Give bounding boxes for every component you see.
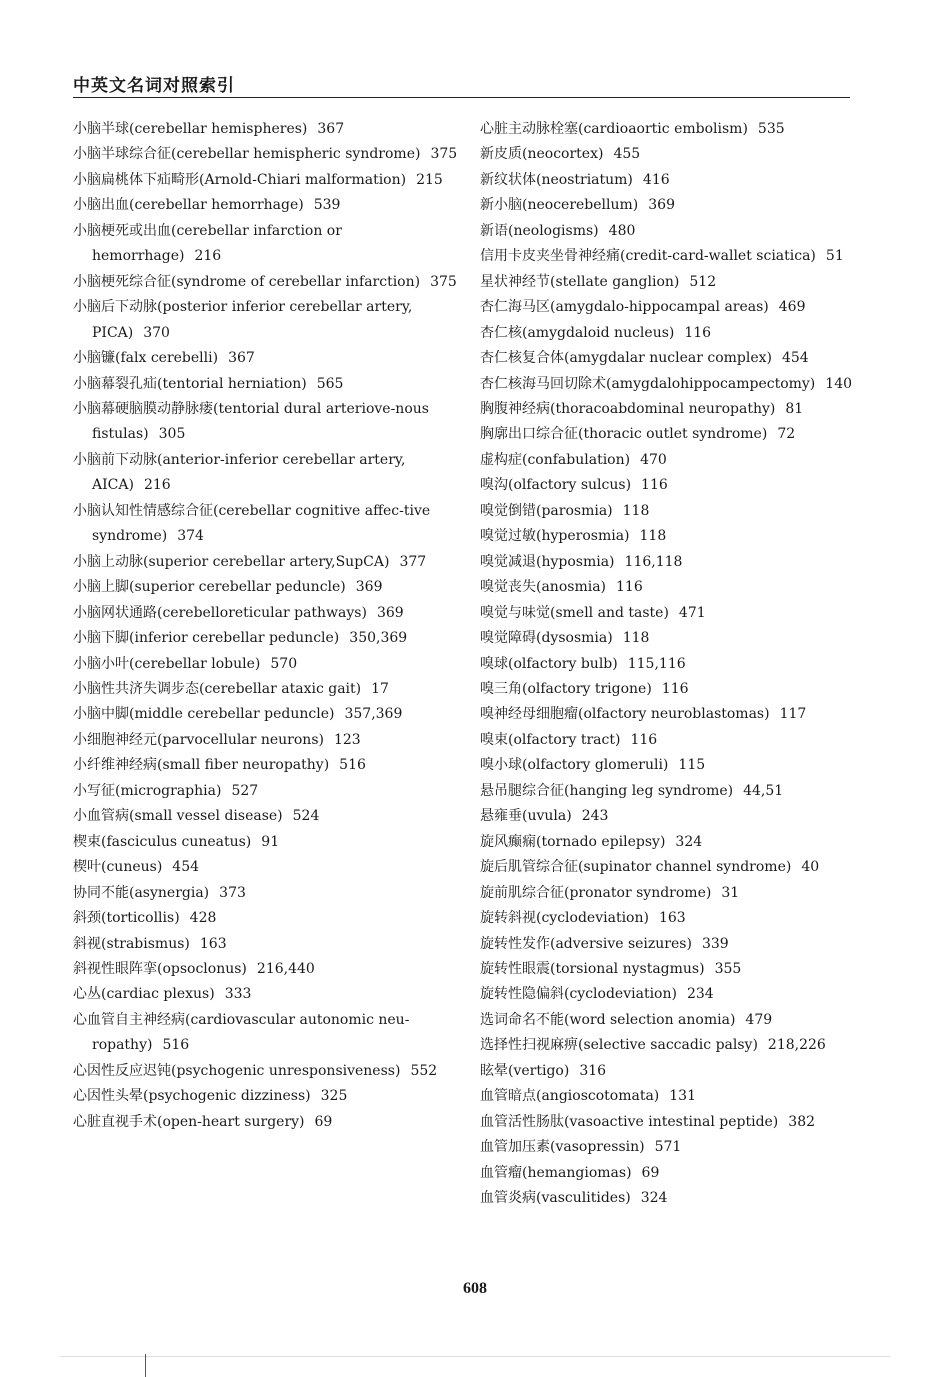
index-term: 旋转性眼震(torsional nystagmus) — [480, 960, 705, 977]
index-page-ref: 316 — [579, 1062, 607, 1079]
index-page-ref: 454 — [172, 859, 200, 876]
index-entry — [73, 779, 458, 804]
index-entry — [73, 346, 458, 371]
index-page-ref: 117 — [779, 706, 807, 723]
index-page-ref: 325 — [320, 1088, 348, 1105]
index-page-ref: 369 — [355, 579, 383, 596]
index-page-ref: 374 — [177, 528, 204, 545]
index-term: 旋转斜视(cyclodeviation) — [480, 910, 649, 927]
index-term: 旋转性发作(adversive seizures) — [480, 935, 692, 952]
index-page-ref: 118 — [639, 528, 667, 545]
index-entry — [73, 1110, 458, 1135]
index-entry — [480, 932, 855, 957]
index-entry — [73, 830, 458, 855]
index-term: 斜颈(torticollis) — [73, 910, 180, 927]
index-term: 小脑出血(cerebellar hemorrhage) — [73, 197, 304, 214]
index-page-ref: 369 — [648, 197, 675, 214]
index-page-ref: 479 — [745, 1011, 773, 1028]
index-entry — [480, 448, 855, 473]
index-page-ref: 243 — [581, 808, 609, 825]
index-entry — [73, 219, 458, 270]
index-entry — [73, 550, 458, 575]
index-entry — [73, 1084, 458, 1109]
index-entry — [480, 982, 855, 1007]
index-page-ref: 512 — [689, 273, 717, 290]
index-page-ref: 516 — [162, 1037, 190, 1054]
index-page-ref: 355 — [714, 960, 742, 977]
index-entry — [73, 295, 458, 346]
index-term: 杏仁海马区(amygdalo-hippocampal areas) — [480, 299, 769, 316]
index-entry — [480, 219, 855, 244]
index-entry — [480, 397, 855, 422]
index-entry — [480, 1033, 855, 1058]
index-page-ref: 115,116 — [627, 655, 686, 672]
index-entry — [480, 117, 855, 142]
index-entry — [73, 728, 458, 753]
index-term: 楔叶(cuneus) — [73, 859, 163, 876]
index-entry — [480, 1059, 855, 1084]
index-entry — [480, 830, 855, 855]
index-term: 小脑半球综合征(cerebellar hemispheric syndrome) — [73, 146, 421, 163]
index-entry — [480, 728, 855, 753]
index-term: 旋转性隐偏斜(cyclodeviation) — [480, 986, 677, 1003]
index-term: 旋风癫痫(tornado epilepsy) — [480, 833, 666, 850]
index-term: 小脑上动脉(superior cerebellar artery,SupCA) — [73, 553, 390, 570]
page-number: 608 — [463, 1280, 487, 1297]
index-page-ref: 571 — [654, 1139, 682, 1156]
index-term: 小脑认知性情感综合征(cerebellar cognitive affec-tive syndrome) — [73, 502, 431, 545]
index-entry — [480, 524, 855, 549]
index-page-ref: 116 — [616, 579, 643, 596]
index-entry — [480, 244, 855, 269]
index-term: 胸廓出口综合征(thoracic outlet syndrome) — [480, 426, 768, 443]
index-term: 小纤维神经病(small fiber neuropathy) — [73, 757, 330, 774]
index-term: 胸腹神经病(thoracoabdominal neuropathy) — [480, 400, 776, 417]
index-page-ref: 72 — [777, 426, 796, 443]
index-term: 斜视(strabismus) — [73, 935, 190, 952]
index-entry — [480, 142, 855, 167]
index-term: 眩晕(vertigo) — [480, 1062, 570, 1079]
index-entry — [73, 652, 458, 677]
index-term: 小脑梗死或出血(cerebellar infarction or hemorrhage) — [73, 222, 342, 265]
index-term: 虚构症(confabulation) — [480, 451, 631, 468]
index-entry — [73, 677, 458, 702]
index-column-right — [480, 117, 855, 1211]
index-page-ref: 31 — [721, 884, 740, 901]
index-term: 嗅球(olfactory bulb) — [480, 655, 618, 672]
index-term: 悬雍垂(uvula) — [480, 808, 572, 825]
index-term: 新小脑(neocerebellum) — [480, 197, 639, 214]
index-page-ref: 552 — [410, 1062, 438, 1079]
index-page-ref: 44,51 — [743, 782, 784, 799]
index-entry — [73, 881, 458, 906]
index-entry — [480, 473, 855, 498]
index-page-ref: 69 — [641, 1164, 660, 1181]
index-entry — [73, 575, 458, 600]
index-term: 嗅沟(olfactory sulcus) — [480, 477, 632, 494]
index-entry — [480, 779, 855, 804]
index-page-ref: 367 — [228, 350, 255, 367]
index-page-ref: 163 — [658, 910, 686, 927]
index-entry — [480, 168, 855, 193]
index-term: 嗅觉过敏(hyperosmia) — [480, 528, 630, 545]
index-entry — [73, 804, 458, 829]
index-term: 旋前肌综合征(pronator syndrome) — [480, 884, 712, 901]
index-term: 小脑梗死综合征(syndrome of cerebellar infarction) — [73, 273, 421, 290]
index-term: 小写征(micrographia) — [73, 782, 222, 799]
index-page-ref: 570 — [270, 655, 298, 672]
index-term: 血管暗点(angioscotomata) — [480, 1088, 660, 1105]
index-term: 星状神经节(stellate ganglion) — [480, 273, 680, 290]
index-term: 新语(neologisms) — [480, 222, 599, 239]
index-entry — [480, 1008, 855, 1033]
index-term: 小脑上脚(superior cerebellar peduncle) — [73, 579, 346, 596]
index-term: 选择性扫视麻痹(selective saccadic palsy) — [480, 1037, 758, 1054]
index-page-ref: 524 — [292, 808, 320, 825]
index-term: 嗅束(olfactory tract) — [480, 731, 621, 748]
index-page-ref: 535 — [757, 121, 785, 137]
index-entry — [480, 804, 855, 829]
index-entry — [73, 906, 458, 931]
index-page-ref: 51 — [825, 248, 844, 265]
index-term: 小脑镰(falx cerebelli) — [73, 350, 219, 367]
index-page-ref: 455 — [613, 146, 641, 163]
index-term: 协同不能(asynergia) — [73, 884, 210, 901]
index-entry — [73, 855, 458, 880]
index-page-ref: 324 — [675, 833, 703, 850]
index-page-ref: 471 — [678, 604, 706, 621]
index-page-ref: 375 — [430, 146, 458, 163]
index-entry — [73, 168, 458, 193]
index-entry — [480, 626, 855, 651]
index-term: 斜视性眼阵挛(opsoclonus) — [73, 960, 247, 977]
index-term: 旋后肌管综合征(supinator channel syndrome) — [480, 859, 792, 876]
index-page-ref: 216 — [143, 477, 171, 494]
index-term: 小脑幕硬脑膜动静脉瘘(tentorial dural arteriove-nous fistulas) — [73, 400, 429, 443]
index-entry — [73, 957, 458, 982]
index-entry — [480, 346, 855, 371]
index-page-ref: 116 — [684, 324, 712, 341]
index-page-ref: 469 — [778, 299, 806, 316]
index-page-ref: 216,440 — [256, 960, 315, 977]
index-term: 心丛(cardiac plexus) — [73, 986, 215, 1003]
index-term: 心血管自主神经病(cardiovascular autonomic neu-ropathy) — [73, 1011, 410, 1054]
index-term: 新纹状体(neostriatum) — [480, 171, 633, 188]
index-page-ref: 377 — [399, 553, 427, 570]
index-entry — [73, 1059, 458, 1084]
index-entry — [480, 422, 855, 447]
index-entry — [480, 1161, 855, 1186]
index-page-ref: 118 — [622, 502, 650, 519]
index-term: 信用卡皮夹坐骨神经痛(credit-card-wallet sciatica) — [480, 248, 816, 265]
index-entry — [73, 601, 458, 626]
index-entry — [480, 957, 855, 982]
index-column-left — [73, 117, 458, 1135]
index-page-ref: 470 — [640, 451, 667, 468]
index-term: 杏仁核(amygdaloid nucleus) — [480, 324, 675, 341]
index-page-ref: 369 — [376, 604, 404, 621]
index-page-ref: 539 — [313, 197, 341, 214]
running-header — [73, 71, 850, 98]
index-page-ref: 140 — [825, 375, 853, 392]
index-entry — [73, 932, 458, 957]
index-term: 血管活性肠肽(vasoactive intestinal peptide) — [480, 1113, 779, 1130]
index-term: 血管炎病(vasculitides) — [480, 1190, 631, 1207]
index-page-ref: 454 — [781, 350, 809, 367]
index-page-ref: 116 — [641, 477, 668, 494]
index-page-ref: 370 — [143, 324, 170, 341]
index-entry — [73, 753, 458, 778]
index-term: 小脑扁桃体下疝畸形(Arnold-Chiari malformation) — [73, 171, 407, 188]
index-term: 心脏直视手术(open-heart surgery) — [73, 1113, 305, 1130]
index-term: 小脑性共济失调步态(cerebellar ataxic gait) — [73, 680, 362, 697]
index-term: 心因性反应迟钝(psychogenic unresponsiveness) — [73, 1062, 401, 1079]
index-entry — [480, 575, 855, 600]
index-page-ref: 116 — [630, 731, 658, 748]
index-page-ref: 480 — [608, 222, 636, 239]
index-term: 小脑网状通路(cerebelloreticular pathways) — [73, 604, 367, 621]
index-page-ref: 305 — [158, 426, 186, 443]
index-page-ref: 218,226 — [767, 1037, 826, 1054]
index-entry — [73, 193, 458, 218]
index-page-ref: 350,369 — [349, 630, 408, 647]
index-entry — [480, 1084, 855, 1109]
index-page-ref: 416 — [642, 171, 670, 188]
index-page-ref: 373 — [219, 884, 246, 901]
index-entry — [480, 652, 855, 677]
index-page-ref: 324 — [640, 1190, 668, 1207]
index-entry — [480, 321, 855, 346]
index-entry — [480, 193, 855, 218]
index-entry — [480, 702, 855, 727]
index-entry — [480, 372, 855, 397]
index-term: 嗅觉倒错(parosmia) — [480, 502, 613, 519]
index-entry — [73, 397, 458, 448]
index-page-ref: 69 — [314, 1113, 333, 1130]
index-term: 心脏主动脉栓塞(cardioaortic embolism) — [480, 121, 748, 137]
index-term: 小脑幕裂孔疝(tentorial herniation) — [73, 375, 307, 392]
index-page-ref: 333 — [224, 986, 252, 1003]
index-entry — [480, 270, 855, 295]
index-entry — [480, 881, 855, 906]
index-page-ref: 163 — [199, 935, 227, 952]
header-title: 中英文名词对照索引 — [73, 76, 235, 96]
index-page-ref: 357,369 — [344, 706, 403, 723]
index-term: 嗅觉减退(hyposmia) — [480, 553, 615, 570]
scan-mark — [145, 1354, 146, 1377]
index-term: 嗅觉丧失(anosmia) — [480, 579, 606, 596]
index-entry — [480, 550, 855, 575]
index-entry — [73, 499, 458, 550]
index-entry — [73, 117, 458, 142]
index-page-ref: 17 — [371, 680, 389, 697]
index-term: 小脑后下动脉(posterior inferior cerebellar artery, PICA) — [73, 299, 413, 341]
index-entry — [480, 1186, 855, 1211]
index-entry — [480, 1135, 855, 1160]
index-page-ref: 339 — [701, 935, 729, 952]
index-entry — [480, 677, 855, 702]
index-term: 小细胞神经元(parvocellular neurons) — [73, 731, 324, 748]
index-entry — [73, 626, 458, 651]
index-term: 心因性头晕(psychogenic dizziness) — [73, 1088, 311, 1105]
index-page-ref: 131 — [669, 1088, 696, 1105]
index-term: 嗅神经母细胞瘤(olfactory neuroblastomas) — [480, 706, 770, 723]
index-term: 血管瘤(hemangiomas) — [480, 1164, 632, 1181]
index-term: 血管加压素(vasopressin) — [480, 1139, 645, 1156]
index-page-ref: 516 — [339, 757, 366, 774]
index-entry — [480, 295, 855, 320]
index-entry — [73, 270, 458, 295]
index-entry — [73, 142, 458, 167]
index-page-ref: 91 — [261, 833, 280, 850]
index-page-ref: 123 — [333, 731, 361, 748]
index-entry — [480, 1110, 855, 1135]
index-term: 小脑前下动脉(anterior-inferior cerebellar artery, AICA) — [73, 451, 406, 494]
index-page-ref: 215 — [416, 171, 443, 188]
scan-edge-line — [60, 1356, 890, 1357]
index-term: 嗅觉障碍(dysosmia) — [480, 630, 613, 647]
index-page-ref: 116 — [661, 680, 689, 697]
index-term: 选词命名不能(word selection anomia) — [480, 1011, 736, 1028]
index-term: 新皮质(neocortex) — [480, 146, 604, 163]
index-page-ref: 40 — [801, 859, 820, 876]
index-entry — [73, 372, 458, 397]
index-page-ref: 527 — [231, 782, 259, 799]
index-page-ref: 118 — [622, 630, 650, 647]
index-term: 小脑下脚(inferior cerebellar peduncle) — [73, 630, 340, 647]
index-entry — [73, 448, 458, 499]
index-page-ref: 428 — [189, 910, 217, 927]
index-entry — [480, 855, 855, 880]
index-page-ref: 375 — [430, 273, 457, 290]
index-page-ref: 565 — [316, 375, 344, 392]
index-page-ref: 234 — [686, 986, 714, 1003]
index-page-ref: 216 — [194, 248, 222, 265]
index-page-ref: 116,118 — [624, 553, 683, 570]
index-page-ref: 382 — [788, 1113, 816, 1130]
index-term: 小脑半球(cerebellar hemispheres) — [73, 121, 308, 137]
index-term: 杏仁核复合体(amygdalar nuclear complex) — [480, 350, 772, 367]
index-entry — [73, 702, 458, 727]
index-term: 杏仁核海马回切除术(amygdalohippocampectomy) — [480, 375, 816, 392]
index-page-ref: 81 — [785, 400, 804, 417]
index-entry — [73, 1008, 458, 1059]
index-entry — [480, 906, 855, 931]
index-term: 小血管病(small vessel disease) — [73, 808, 283, 825]
index-page-ref: 115 — [678, 757, 706, 774]
index-term: 楔束(fasciculus cuneatus) — [73, 833, 252, 850]
index-entry — [480, 601, 855, 626]
index-term: 小脑中脚(middle cerebellar peduncle) — [73, 706, 335, 723]
index-term: 嗅小球(olfactory glomeruli) — [480, 757, 669, 774]
index-term: 悬吊腿综合征(hanging leg syndrome) — [480, 782, 734, 799]
index-entry — [480, 753, 855, 778]
index-term: 嗅觉与味觉(smell and taste) — [480, 604, 669, 621]
index-entry — [73, 982, 458, 1007]
index-term: 嗅三角(olfactory trigone) — [480, 680, 652, 697]
index-entry — [480, 499, 855, 524]
index-term: 小脑小叶(cerebellar lobule) — [73, 655, 261, 672]
index-page-ref: 367 — [317, 121, 345, 137]
